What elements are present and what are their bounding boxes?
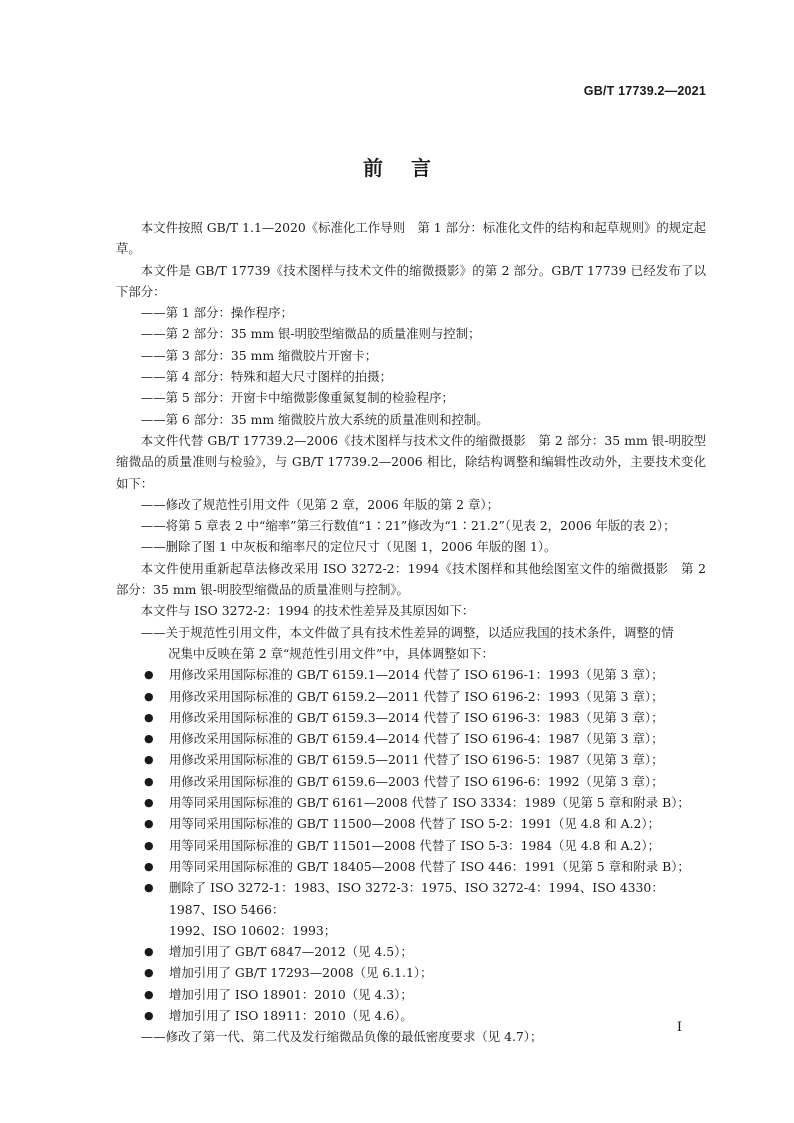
list-item-text: 用等同采用国际标准的 GB/T 6161—2008 代替了 ISO 3334：1989（见第 5 章和附录 B）； — [169, 795, 690, 811]
bullet-icon: ● — [144, 881, 154, 895]
difference-line-2: 况集中反映在第 2 章“规范性引用文件”中，具体调整如下： — [168, 645, 494, 661]
change-list-item: ——删除了图 1 中灰板和缩率尺的定位尺寸（见图 1，2006 年版的图 1）。 — [140, 539, 557, 555]
parts-list-item: ——第 1 部分：操作程序； — [140, 305, 293, 321]
bullet-icon: ● — [144, 689, 154, 703]
list-item-text-continued: 1992、ISO 10602：1993； — [169, 922, 337, 938]
parts-list-item: ——第 6 部分：35 mm 缩微胶片放大系统的质量准则和控制。 — [140, 411, 489, 427]
list-item-text: 增加引用了 GB/T 17293—2008（见 6.1.1）； — [169, 965, 433, 981]
bullet-icon: ● — [144, 838, 154, 852]
difference-list-item — [116, 622, 706, 665]
list-item — [116, 1005, 706, 1026]
list-item-text: 用修改采用国际标准的 GB/T 6159.4—2014 代替了 ISO 6196-4：1987（见第 3 章）； — [169, 731, 664, 747]
list-item-text: 用修改采用国际标准的 GB/T 6159.2—2011 代替了 ISO 6196-2：1993（见第 3 章）； — [169, 688, 664, 704]
change-list-item: ——修改了规范性引用文件（见第 2 章，2006 年版的第 2 章）； — [140, 496, 499, 512]
bullet-icon: ● — [144, 753, 154, 767]
paragraph-series-intro: 本文件是 GB/T 17739《技术图样与技术文件的缩微摄影》的第 2 部分。GB/T 17739 已经发布了以下部分： — [116, 262, 706, 299]
parts-list-item: ——第 3 部分：35 mm 缩微胶片开窗卡； — [140, 347, 378, 363]
list-item-text: 用等同采用国际标准的 GB/T 18405—2008 代替了 ISO 446：1991（见第 5 章和附录 B）； — [169, 858, 690, 874]
list-item — [116, 771, 706, 792]
list-item — [116, 707, 706, 728]
paragraph-differences-intro: 本文件与 ISO 3272-2：1994 的技术性差异及其原因如下： — [140, 603, 475, 619]
parts-list-item: ——第 2 部分：35 mm 银-明胶型缩微品的质量准则与控制； — [140, 326, 481, 342]
change-list-item-density: ——修改了第一代、第二代及发行缩微品负像的最低密度要求（见 4.7）； — [140, 1029, 543, 1045]
list-item-text: 增加引用了 GB/T 6847—2012（见 4.5）； — [169, 944, 413, 960]
list-item — [116, 728, 706, 749]
page-number: I — [676, 1020, 682, 1035]
paragraph-drafting-rules: 本文件按照 GB/T 1.1—2020《标准化工作导则 第 1 部分：标准化文件的结构和起草规则》的规定起草。 — [116, 220, 706, 257]
list-item-text: 增加引用了 ISO 18911：2010（见 4.6）。 — [169, 1007, 413, 1023]
list-item — [116, 792, 706, 813]
bullet-icon: ● — [144, 732, 154, 746]
bullet-icon: ● — [144, 710, 154, 724]
bullet-icon: ● — [144, 817, 154, 831]
paragraph-adoption: 本文件使用重新起草法修改采用 ISO 3272-2：1994《技术图样和其他绘图室文件的缩微摄影 第 2 部分：35 mm 银-明胶型缩微品的质量准则与控制》。 — [116, 560, 706, 598]
bullet-icon: ● — [144, 796, 154, 810]
bullet-icon: ● — [144, 668, 154, 682]
list-item — [116, 664, 706, 685]
parts-list-item: ——第 4 部分：特殊和超大尺寸图样的拍摄； — [140, 369, 392, 385]
list-item-text: 增加引用了 ISO 18901：2010（见 4.3）； — [169, 986, 413, 1002]
list-item — [116, 686, 706, 707]
list-item-text: 用修改采用国际标准的 GB/T 6159.5—2011 代替了 ISO 6196-5：1987（见第 3 章）； — [169, 752, 664, 768]
bullet-icon: ● — [144, 966, 154, 980]
list-item-text: 用修改采用国际标准的 GB/T 6159.1—2014 代替了 ISO 6196-1：1993（见第 3 章）； — [169, 667, 664, 683]
list-item-text: 删除了 ISO 3272-1：1983、ISO 3272-3：1975、ISO 3272-4：1994、ISO 4330：1987、ISO 5466： — [169, 880, 664, 917]
reference-adjustment-list — [116, 664, 706, 1026]
list-item — [116, 877, 706, 941]
list-item — [116, 962, 706, 983]
list-item — [116, 941, 706, 962]
list-item-text: 用等同采用国际标准的 GB/T 11500—2008 代替了 ISO 5-2：1991（见 4.8 和 A.2）； — [169, 816, 661, 832]
parts-list-item: ——第 5 部分：开窗卡中缩微影像重氮复制的检验程序； — [140, 390, 454, 406]
bullet-icon: ● — [144, 945, 154, 959]
bullet-icon: ● — [144, 1008, 154, 1022]
list-item — [116, 984, 706, 1005]
standard-code: GB/T 17739.2—2021 — [583, 84, 706, 98]
bullet-icon: ● — [144, 859, 154, 873]
list-item — [116, 749, 706, 770]
paragraph-replacement: 本文件代替 GB/T 17739.2—2006《技术图样与技术文件的缩微摄影 第 2 部分：35 mm 银-明胶型缩微品的质量准则与检验》，与 GB/T 17739.2—2006 相比，除结构调整和编辑性改动外，主要技术变化如下： — [116, 432, 706, 491]
list-item-text: 用修改采用国际标准的 GB/T 6159.6—2003 代替了 ISO 6196-6：1992（见第 3 章）； — [169, 773, 664, 789]
list-item — [116, 813, 706, 834]
change-list-item: ——将第 5 章表 2 中“缩率”第三行数值“1∶21”修改为“1∶21.2”（见表 2，2006 年版的表 2）； — [140, 518, 676, 534]
list-item-text: 用修改采用国际标准的 GB/T 6159.3—2014 代替了 ISO 6196-3：1983（见第 3 章）； — [169, 709, 664, 725]
bullet-icon: ● — [144, 987, 154, 1001]
difference-line-1: ——关于规范性引用文件，本文件做了具有技术性差异的调整，以适应我国的技术条件，调整的情 — [140, 624, 674, 640]
list-item — [116, 856, 706, 877]
list-item — [116, 835, 706, 856]
page-title: 前言 — [363, 156, 459, 180]
foreword-body — [116, 217, 706, 1048]
bullet-icon: ● — [144, 774, 154, 788]
list-item-text: 用等同采用国际标准的 GB/T 11501—2008 代替了 ISO 5-3：1984（见 4.8 和 A.2）； — [169, 837, 661, 853]
